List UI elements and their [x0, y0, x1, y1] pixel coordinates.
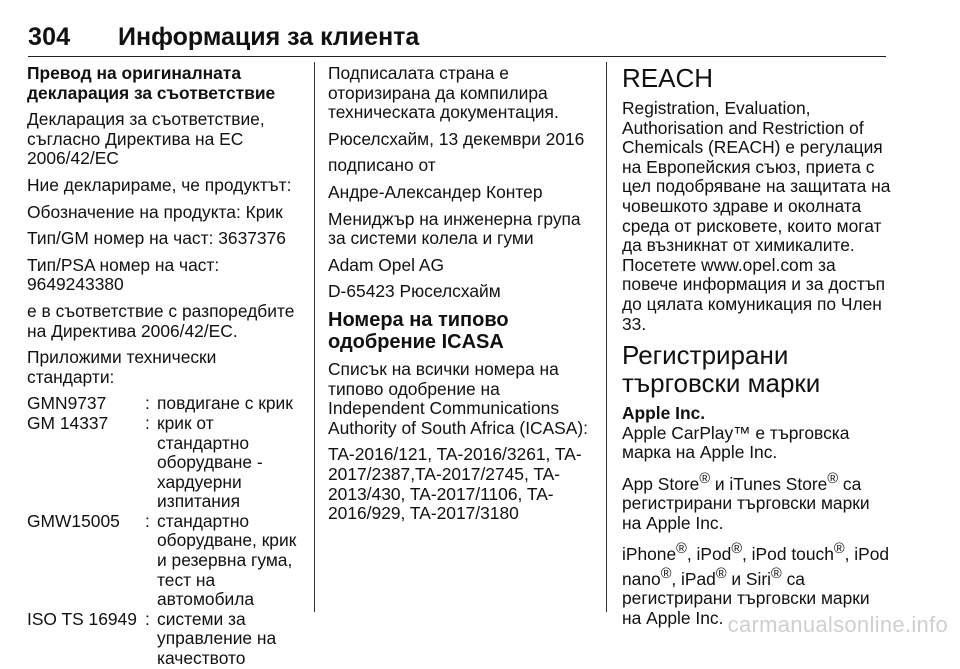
table-row: [27, 512, 303, 610]
paragraph: е в съответствие с разпоредбите на Директива 2006/42/ЕС.: [27, 300, 295, 341]
paragraph: Apple CarPlay™ е търговска марка на Apple Inc.: [622, 422, 850, 463]
standard-description: повдигане с крик: [157, 393, 293, 414]
separator: :: [145, 393, 150, 414]
paragraph: Списък на всички номера на типово одобрение на Independent Communications Authority of South Africa (ICASA):: [328, 358, 589, 438]
column-left: [27, 64, 303, 669]
registered-mark: ®: [676, 541, 687, 558]
paragraph: Приложими технически стандарти:: [27, 347, 217, 387]
registered-mark: ®: [731, 541, 743, 558]
watermark-link[interactable]: carmanualsonline.info: [727, 612, 948, 637]
paragraph: D-65423 Рюселсхайм: [328, 281, 501, 302]
subheading: Apple Inc.: [622, 403, 706, 424]
table-row: [27, 610, 303, 669]
trademark-text: и iTunes Store: [710, 473, 828, 494]
page-header: [28, 20, 886, 57]
standard-description: системи за управление на качеството: [157, 608, 277, 669]
paragraph: Подписалата страна е оторизирана да компилира техническата документация.: [328, 63, 559, 123]
table-row: [27, 394, 303, 414]
registered-mark: ®: [699, 470, 711, 487]
standard-code: GM 14337: [27, 412, 109, 433]
separator: :: [145, 608, 150, 629]
paragraph: Обозначение на продукта: Крик: [27, 201, 283, 222]
section-heading: Регистрирани търговски марки: [622, 340, 821, 399]
section-heading: Номера на типово одобрение ICASA: [328, 308, 509, 353]
column-right: [622, 64, 892, 635]
standards-table: [27, 394, 303, 668]
trademark-text: iPhone: [622, 544, 677, 565]
registered-mark: ®: [833, 541, 845, 558]
standard-description: стандартно оборудване, крик и резервна гума, тест на автомобила: [157, 510, 297, 610]
standard-code: GMN9737: [27, 393, 107, 414]
page-number: 304: [28, 23, 71, 51]
paragraph: Декларация за съответствие, съгласно Директива на ЕС 2006/42/ЕС: [27, 109, 265, 169]
paragraph: Андре-Александер Контер: [328, 181, 543, 202]
standard-code: GMW15005: [27, 510, 120, 531]
trademark-text: и Siri: [726, 568, 772, 589]
trademark-text: , iPod: [686, 544, 732, 565]
trademark-text: са регистрирани търговски марки на Apple Inc.: [622, 568, 870, 628]
registered-mark: ®: [771, 565, 782, 582]
trademark-text: са регистрирани търговски марки на Apple Inc.: [622, 473, 870, 533]
registered-mark: ®: [660, 565, 672, 582]
paragraph: Рюселсхайм, 13 декември 2016: [328, 128, 585, 149]
section-heading: Превод на оригиналната декларация за съответствие: [27, 63, 276, 103]
standard-description: крик от стандартно оборудване - хардуерни изпитания: [157, 412, 263, 512]
registered-mark: ®: [827, 470, 839, 487]
page-title: Информация за клиента: [118, 23, 420, 51]
trademark-text: App Store: [622, 473, 700, 494]
paragraph: [622, 470, 892, 534]
column-divider: [314, 62, 315, 612]
paragraph: Ние декларираме, че продуктът:: [27, 174, 292, 195]
paragraph: Тип/GM номер на част: 3637376: [27, 228, 286, 249]
table-row: [27, 414, 303, 512]
trademark-text: , iPod touch: [742, 544, 834, 565]
paragraph: Тип/PSA номер на част: 9649243380: [27, 254, 220, 295]
trademark-text: , iPad: [671, 568, 716, 589]
paragraph: Adam Opel AG: [328, 254, 444, 275]
column-middle: [328, 64, 596, 531]
column-divider: [606, 62, 607, 612]
trademark-text: , iPod nano: [622, 544, 890, 589]
paragraph: Мениджър на инженерна група за системи колела и гуми: [328, 208, 581, 249]
standard-code: ISO TS 16949: [27, 608, 137, 629]
section-heading: REACH: [622, 63, 714, 93]
paragraph: подписано от: [328, 155, 436, 176]
separator: :: [145, 412, 150, 433]
paragraph: TA-2016/121, TA-2016/3261, TA-2017/2387,TA-2017/2745, TA-2013/430, TA-2017/1106, TA-2016/929, TA-2017/3180: [328, 444, 582, 524]
paragraph: Registration, Evaluation, Authorisation and Restriction of Chemicals (REACH) е регулация на Европейския съюз, приета с цел подобряване на защитата на човешкото здраве и околната среда от рисковете, които могат да възникнат от химикалите. Посетете www.opel.com за повече информация и за достъп до цялата комуникация по Член 33.: [622, 98, 891, 334]
separator: :: [145, 510, 150, 531]
registered-mark: ®: [715, 565, 727, 582]
